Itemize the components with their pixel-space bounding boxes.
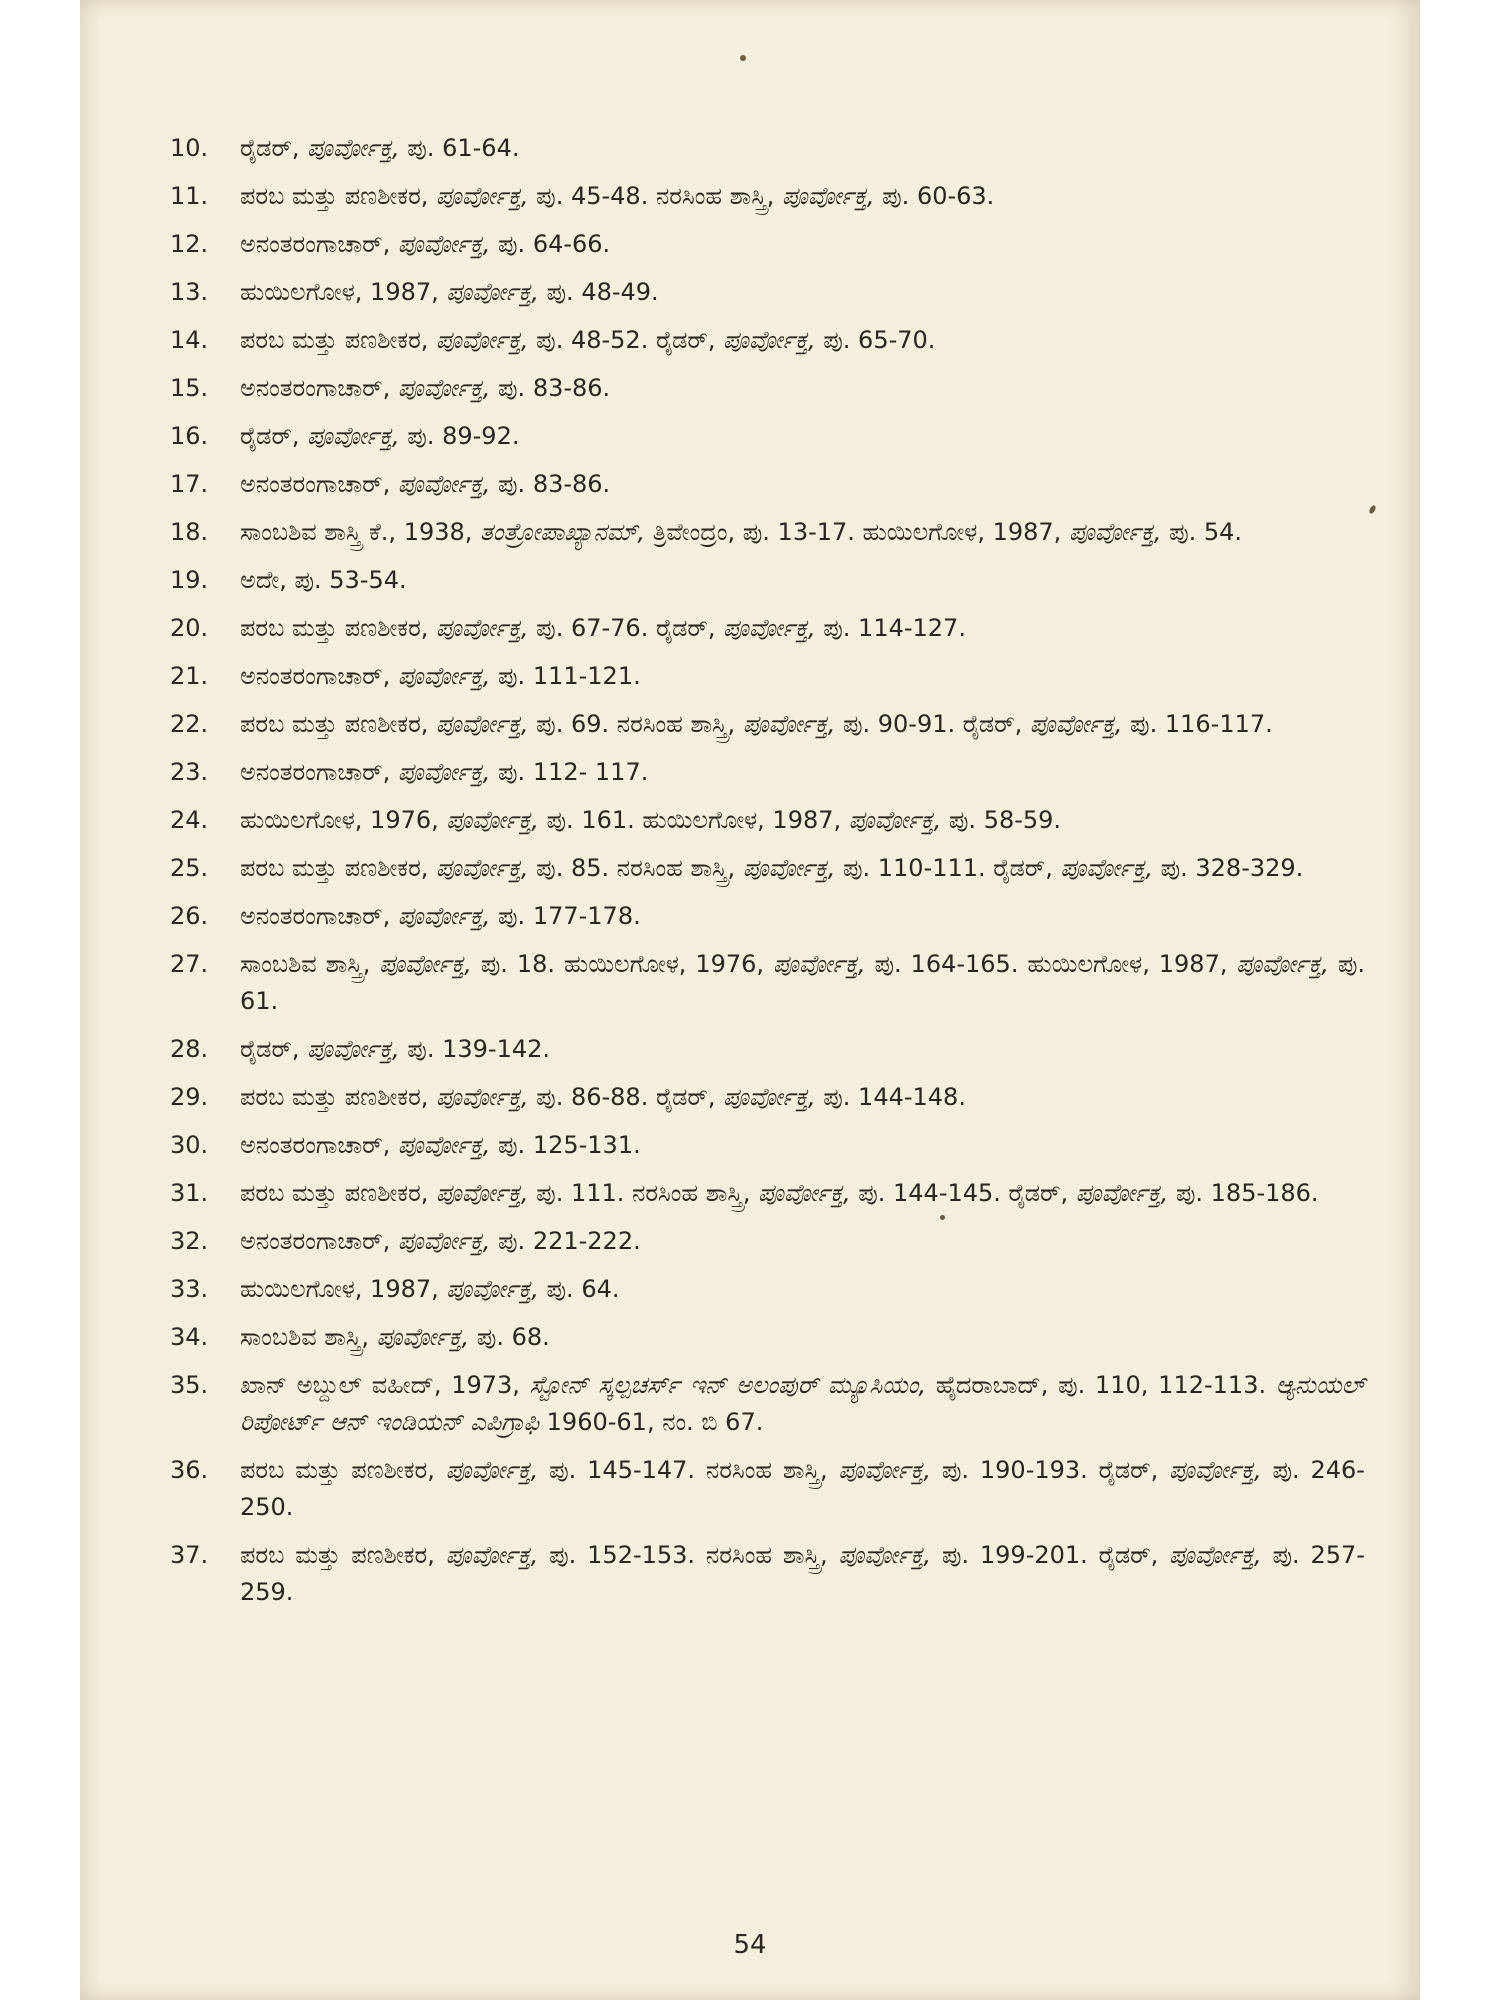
endnote-item — [170, 898, 1365, 935]
cited-work-title: ಪೂರ್ವೋಕ್ತ, — [758, 1179, 851, 1207]
endnote-text: ಪು. 246-250. — [240, 1456, 1365, 1521]
endnote-text: ಪರಬ ಮತ್ತು ಪಣಶೀಕರ, — [240, 1083, 437, 1111]
page-number: 54 — [733, 1930, 767, 1960]
cited-work-title: ಪೂರ್ವೋಕ್ತ, — [445, 1541, 539, 1569]
endnote-number: 32. — [170, 1227, 209, 1255]
endnote-text: ಪು. 18. ಹುಯಿಲಗೋಳ, 1976, — [471, 950, 773, 978]
endnote-item — [170, 610, 1365, 647]
book-page — [80, 0, 1420, 2000]
endnote-item — [170, 178, 1365, 215]
endnote-number: 10. — [170, 134, 209, 162]
endnote-text: ಪು. 328-329. — [1152, 854, 1304, 882]
cited-work-title: ಪೂರ್ವೋಕ್ತ, — [1060, 854, 1153, 882]
cited-work-title: ಆ್ಯನುಯಲ್ ರಿಪೋರ್ಟ್ ಆನ್ ಇಂಡಿಯನ್ ಎಪಿಗ್ರಾಫಿ — [240, 1371, 1366, 1436]
endnote-item — [170, 706, 1365, 743]
endnote-text: ರೈಡರ್, — [240, 422, 308, 450]
cited-work-title: ಪೂರ್ವೋಕ್ತ, — [436, 614, 529, 642]
endnote-text: ಅದೇ, ಪು. 53-54. — [240, 566, 407, 594]
endnote-text: ಪು. 110-111. ರೈಡರ್, — [835, 854, 1061, 882]
endnote-text: ಪು. 199-201. ರೈಡರ್, — [930, 1541, 1170, 1569]
endnote-item — [170, 370, 1365, 407]
endnote-item — [170, 658, 1365, 695]
endnote-item — [170, 1319, 1365, 1356]
endnote-text: ಪು. 112- 117. — [490, 758, 649, 786]
endnote-number: 15. — [170, 374, 209, 402]
cited-work-title: ಪೂರ್ವೋಕ್ತ, — [307, 134, 400, 162]
endnote-text: ಪು. 89-92. — [399, 422, 520, 450]
endnote-item — [170, 1127, 1365, 1164]
cited-work-title: ಪೂರ್ವೋಕ್ತ, — [1169, 1541, 1262, 1569]
endnote-text: ಪು. 111. ನರಸಿಂಹ ಶಾಸ್ತ್ರಿ, — [528, 1179, 759, 1207]
endnote-number: 22. — [170, 710, 209, 738]
endnote-number: 20. — [170, 614, 209, 642]
endnote-text: ಪರಬ ಮತ್ತು ಪಣಶೀಕರ, — [240, 182, 437, 210]
endnote-text: ಪು. 61. — [240, 950, 1366, 1015]
endnote-text: ಸಾಂಬಶಿವ ಶಾಸ್ತ್ರಿ, — [240, 1323, 377, 1351]
endnote-text: ಹುಯಿಲಗೋಳ, 1987, — [240, 1275, 447, 1303]
endnote-text: ಪು. 67-76. ರೈಡರ್, — [528, 614, 724, 642]
endnote-text: ಪು. 45-48. ನರಸಿಂಹ ಶಾಸ್ತ್ರಿ, — [528, 182, 783, 210]
endnote-item — [170, 322, 1365, 359]
endnote-text: ಅನಂತರಂಗಾಚಾರ್, — [240, 662, 398, 690]
endnote-text: ಅನಂತರಂಗಾಚಾರ್, — [240, 758, 398, 786]
endnote-text: ಅನಂತರಂಗಾಚಾರ್, — [240, 1131, 398, 1159]
endnote-number: 26. — [170, 902, 209, 930]
endnote-number: 31. — [170, 1179, 209, 1207]
cited-work-title: ಪೂರ್ವೋಕ್ತ, — [1236, 950, 1329, 978]
endnote-item — [170, 946, 1365, 1020]
endnote-number: 35. — [170, 1371, 209, 1399]
cited-work-title: ಪೂರ್ವೋಕ್ತ, — [742, 854, 836, 882]
cited-work-title: ಪೂರ್ವೋಕ್ತ, — [723, 614, 816, 642]
endnote-number: 33. — [170, 1275, 209, 1303]
cited-work-title: ಪೂರ್ವೋಕ್ತ, — [307, 422, 400, 450]
cited-work-title: ಪೂರ್ವೋಕ್ತ, — [723, 1083, 816, 1111]
endnotes-list — [170, 130, 1365, 1622]
endnote-number: 29. — [170, 1083, 209, 1111]
endnote-number: 28. — [170, 1035, 209, 1063]
endnote-text: ರೈಡರ್, — [240, 1035, 308, 1063]
endnote-number: 24. — [170, 806, 209, 834]
endnote-text: ಪು. 48-52. ರೈಡರ್, — [528, 326, 724, 354]
cited-work-title: ಪೂರ್ವೋಕ್ತ, — [1068, 518, 1162, 546]
endnote-text: ಪು. 90-91. ರೈಡರ್, — [835, 710, 1030, 738]
endnote-text: ಅನಂತರಂಗಾಚಾರ್, — [240, 470, 398, 498]
endnote-text: ಪು. 64. — [538, 1275, 620, 1303]
endnote-text: ಪರಬ ಮತ್ತು ಪಣಶೀಕರ, — [240, 1179, 437, 1207]
endnote-number: 21. — [170, 662, 209, 690]
endnote-item — [170, 1452, 1365, 1526]
endnote-item — [170, 1175, 1365, 1212]
endnote-text: ಪು. 68. — [469, 1323, 550, 1351]
endnote-item — [170, 754, 1365, 791]
cited-work-title: ಪೂರ್ವೋಕ್ತ, — [397, 758, 491, 786]
cited-work-title: ಪೂರ್ವೋಕ್ತ, — [397, 902, 491, 930]
endnote-item — [170, 1367, 1365, 1441]
endnote-text: ಹೈದರಾಬಾದ್, ಪು. 110, 112-113. — [926, 1371, 1276, 1399]
endnote-text: ಪು. 54. — [1161, 518, 1243, 546]
cited-work-title: ಪೂರ್ವೋಕ್ತ, — [1169, 1456, 1262, 1484]
endnote-item — [170, 562, 1365, 599]
endnote-text: ಅನಂತರಂಗಾಚಾರ್, — [240, 1227, 398, 1255]
cited-work-title: ತಂತ್ರೋಪಾಖ್ಯಾನಮ್, — [480, 518, 646, 546]
endnote-item — [170, 514, 1365, 551]
endnote-number: 16. — [170, 422, 209, 450]
endnote-item — [170, 1271, 1365, 1308]
endnote-text: ಅನಂತರಂಗಾಚಾರ್, — [240, 902, 398, 930]
cited-work-title: ಪೂರ್ವೋಕ್ತ, — [436, 710, 529, 738]
endnote-text: ಸಾಂಬಶಿವ ಶಾಸ್ತ್ರಿ ಕೆ., 1938, — [240, 518, 481, 546]
endnote-text: ತ್ರಿವೇಂದ್ರಂ, ಪು. 13-17. ಹುಯಿಲಗೋಳ, 1987, — [645, 518, 1069, 546]
endnote-text: ಪು. 85. ನರಸಿಂಹ ಶಾಸ್ತ್ರಿ, — [528, 854, 743, 882]
endnote-number: 11. — [170, 182, 209, 210]
endnote-number: 19. — [170, 566, 209, 594]
endnote-text: ಪು. 83-86. — [490, 374, 611, 402]
cited-work-title: ಪೂರ್ವೋಕ್ತ, — [436, 1179, 529, 1207]
cited-work-title: ಪೂರ್ವೋಕ್ತ, — [397, 662, 491, 690]
endnote-text: ಪು. 69. ನರಸಿಂಹ ಶಾಸ್ತ್ರಿ, — [528, 710, 743, 738]
endnote-text: ಪು. 221-222. — [490, 1227, 641, 1255]
endnote-number: 13. — [170, 278, 209, 306]
cited-work-title: ಪೂರ್ವೋಕ್ತ, — [397, 230, 491, 258]
endnote-text: ಪು. 125-131. — [490, 1131, 641, 1159]
cited-work-title: ಪೂರ್ವೋಕ್ತ, — [773, 950, 866, 978]
endnote-text: ಖಾನ್ ಅಬ್ದುಲ್ ವಹೀದ್, 1973, — [240, 1371, 530, 1399]
endnote-text: ಪು. 164-165. ಹುಯಿಲಗೋಳ, 1987, — [865, 950, 1237, 978]
endnote-text: ಪರಬ ಮತ್ತು ಪಣಶೀಕರ, — [240, 710, 437, 738]
cited-work-title: ಪೂರ್ವೋಕ್ತ, — [1075, 1179, 1169, 1207]
endnote-number: 36. — [170, 1456, 209, 1484]
endnote-item — [170, 1079, 1365, 1116]
endnote-number: 37. — [170, 1541, 209, 1569]
cited-work-title: ಪೂರ್ವೋಕ್ತ, — [446, 1275, 539, 1303]
endnote-text: ಪು. 86-88. ರೈಡರ್, — [528, 1083, 724, 1111]
endnote-item — [170, 418, 1365, 455]
endnote-item — [170, 274, 1365, 311]
endnote-text: ಪು. 116-117. — [1122, 710, 1273, 738]
endnote-number: 34. — [170, 1323, 209, 1351]
endnote-text: ಪು. 114-127. — [815, 614, 966, 642]
paper-speck — [1368, 504, 1377, 514]
endnote-text: ಪು. 145-147. ನರಸಿಂಹ ಶಾಸ್ತ್ರಿ, — [538, 1456, 839, 1484]
endnote-text: ಪು. 161. ಹುಯಿಲಗೋಳ, 1987, — [538, 806, 849, 834]
endnote-number: 14. — [170, 326, 209, 354]
cited-work-title: ಪೂರ್ವೋಕ್ತ, — [397, 1227, 491, 1255]
cited-work-title: ಪೂರ್ವೋಕ್ತ, — [723, 326, 816, 354]
endnote-text: 1960-61, ನಂ. ಬಿ 67. — [539, 1408, 764, 1436]
endnote-text: ಅನಂತರಂಗಾಚಾರ್, — [240, 374, 398, 402]
endnote-text: ಪು. 111-121. — [490, 662, 641, 690]
endnote-text: ಪರಬ ಮತ್ತು ಪಣಶೀಕರ, — [240, 614, 437, 642]
endnote-text: ರೈಡರ್, — [240, 134, 308, 162]
cited-work-title: ಪೂರ್ವೋಕ್ತ, — [838, 1456, 931, 1484]
cited-work-title: ಪೂರ್ವೋಕ್ತ, — [397, 374, 491, 402]
endnote-text: ಪು. 48-49. — [538, 278, 659, 306]
endnote-item — [170, 850, 1365, 887]
endnote-text: ಪರಬ ಮತ್ತು ಪಣಶೀಕರ, — [240, 854, 437, 882]
cited-work-title: ಪೂರ್ವೋಕ್ತ, — [742, 710, 836, 738]
endnote-text: ಪು. 190-193. ರೈಡರ್, — [930, 1456, 1170, 1484]
endnote-text: ಪು. 177-178. — [490, 902, 641, 930]
endnote-text: ಅನಂತರಂಗಾಚಾರ್, — [240, 230, 398, 258]
cited-work-title: ಪೂರ್ವೋಕ್ತ, — [436, 1083, 529, 1111]
endnote-text: ಪು. 185-186. — [1168, 1179, 1319, 1207]
endnote-text: ಪು. 64-66. — [490, 230, 611, 258]
paper-speck — [940, 1215, 945, 1220]
cited-work-title: ಪೂರ್ವೋಕ್ತ, — [436, 854, 529, 882]
cited-work-title: ಪೂರ್ವೋಕ್ತ, — [436, 182, 529, 210]
cited-work-title: ಪೂರ್ವೋಕ್ತ, — [838, 1541, 931, 1569]
endnote-text: ಪರಬ ಮತ್ತು ಪಣಶೀಕರ, — [240, 326, 437, 354]
endnote-text: ಪರಬ ಮತ್ತು ಪಣಶೀಕರ, — [240, 1541, 446, 1569]
cited-work-title: ಪೂರ್ವೋಕ್ತ, — [848, 806, 942, 834]
endnote-number: 12. — [170, 230, 209, 258]
endnote-item — [170, 466, 1365, 503]
endnote-text: ಪು. 144-148. — [815, 1083, 966, 1111]
endnote-text: ಪು. 58-59. — [941, 806, 1062, 834]
endnote-number: 27. — [170, 950, 209, 978]
endnote-number: 18. — [170, 518, 209, 546]
endnote-text: ಸಾಂಬಶಿವ ಶಾಸ್ತ್ರಿ, — [240, 950, 380, 978]
endnote-number: 23. — [170, 758, 209, 786]
endnote-item — [170, 1223, 1365, 1260]
endnote-text: ಪರಬ ಮತ್ತು ಪಣಶೀಕರ, — [240, 1456, 446, 1484]
endnote-text: ಪು. 139-142. — [399, 1035, 551, 1063]
endnote-number: 17. — [170, 470, 209, 498]
endnote-text: ಹುಯಿಲಗೋಳ, 1987, — [240, 278, 447, 306]
endnote-number: 25. — [170, 854, 209, 882]
endnote-text: ಪು. 257-259. — [240, 1541, 1365, 1606]
endnote-text: ಹುಯಿಲಗೋಳ, 1976, — [240, 806, 447, 834]
endnote-item — [170, 802, 1365, 839]
endnote-item — [170, 1537, 1365, 1611]
cited-work-title: ಪೂರ್ವೋಕ್ತ, — [307, 1035, 400, 1063]
cited-work-title: ಪೂರ್ವೋಕ್ತ, — [446, 278, 539, 306]
endnote-text: ಪು. 144-145. ರೈಡರ್, — [850, 1179, 1076, 1207]
endnote-text: ಪು. 61-64. — [399, 134, 520, 162]
endnote-text: ಪು. 152-153. ನರಸಿಂಹ ಶಾಸ್ತ್ರಿ, — [538, 1541, 839, 1569]
endnote-text: ಪು. 65-70. — [815, 326, 936, 354]
cited-work-title: ಪೂರ್ವೋಕ್ತ, — [1029, 710, 1123, 738]
cited-work-title: ಪೂರ್ವೋಕ್ತ, — [436, 326, 529, 354]
cited-work-title: ಪೂರ್ವೋಕ್ತ, — [445, 1456, 539, 1484]
endnote-text: ಪು. 60-63. — [874, 182, 995, 210]
endnote-text: ಪು. 83-86. — [490, 470, 611, 498]
endnote-item — [170, 130, 1365, 167]
cited-work-title: ಪೂರ್ವೋಕ್ತ, — [782, 182, 875, 210]
endnote-item — [170, 1031, 1365, 1068]
endnote-item — [170, 226, 1365, 263]
cited-work-title: ಪೂರ್ವೋಕ್ತ, — [379, 950, 472, 978]
cited-work-title: ಪೂರ್ವೋಕ್ತ, — [446, 806, 539, 834]
endnote-number: 30. — [170, 1131, 209, 1159]
cited-work-title: ಸ್ಟೋನ್ ಸ್ಕಲ್ಪಚರ್ಸ್ ಇನ್ ಅಲಂಪುರ್ ಮ್ಯೂಸಿಯಂ, — [529, 1371, 927, 1399]
cited-work-title: ಪೂರ್ವೋಕ್ತ, — [376, 1323, 470, 1351]
cited-work-title: ಪೂರ್ವೋಕ್ತ, — [397, 470, 491, 498]
cited-work-title: ಪೂರ್ವೋಕ್ತ, — [397, 1131, 491, 1159]
paper-speck — [740, 55, 746, 61]
